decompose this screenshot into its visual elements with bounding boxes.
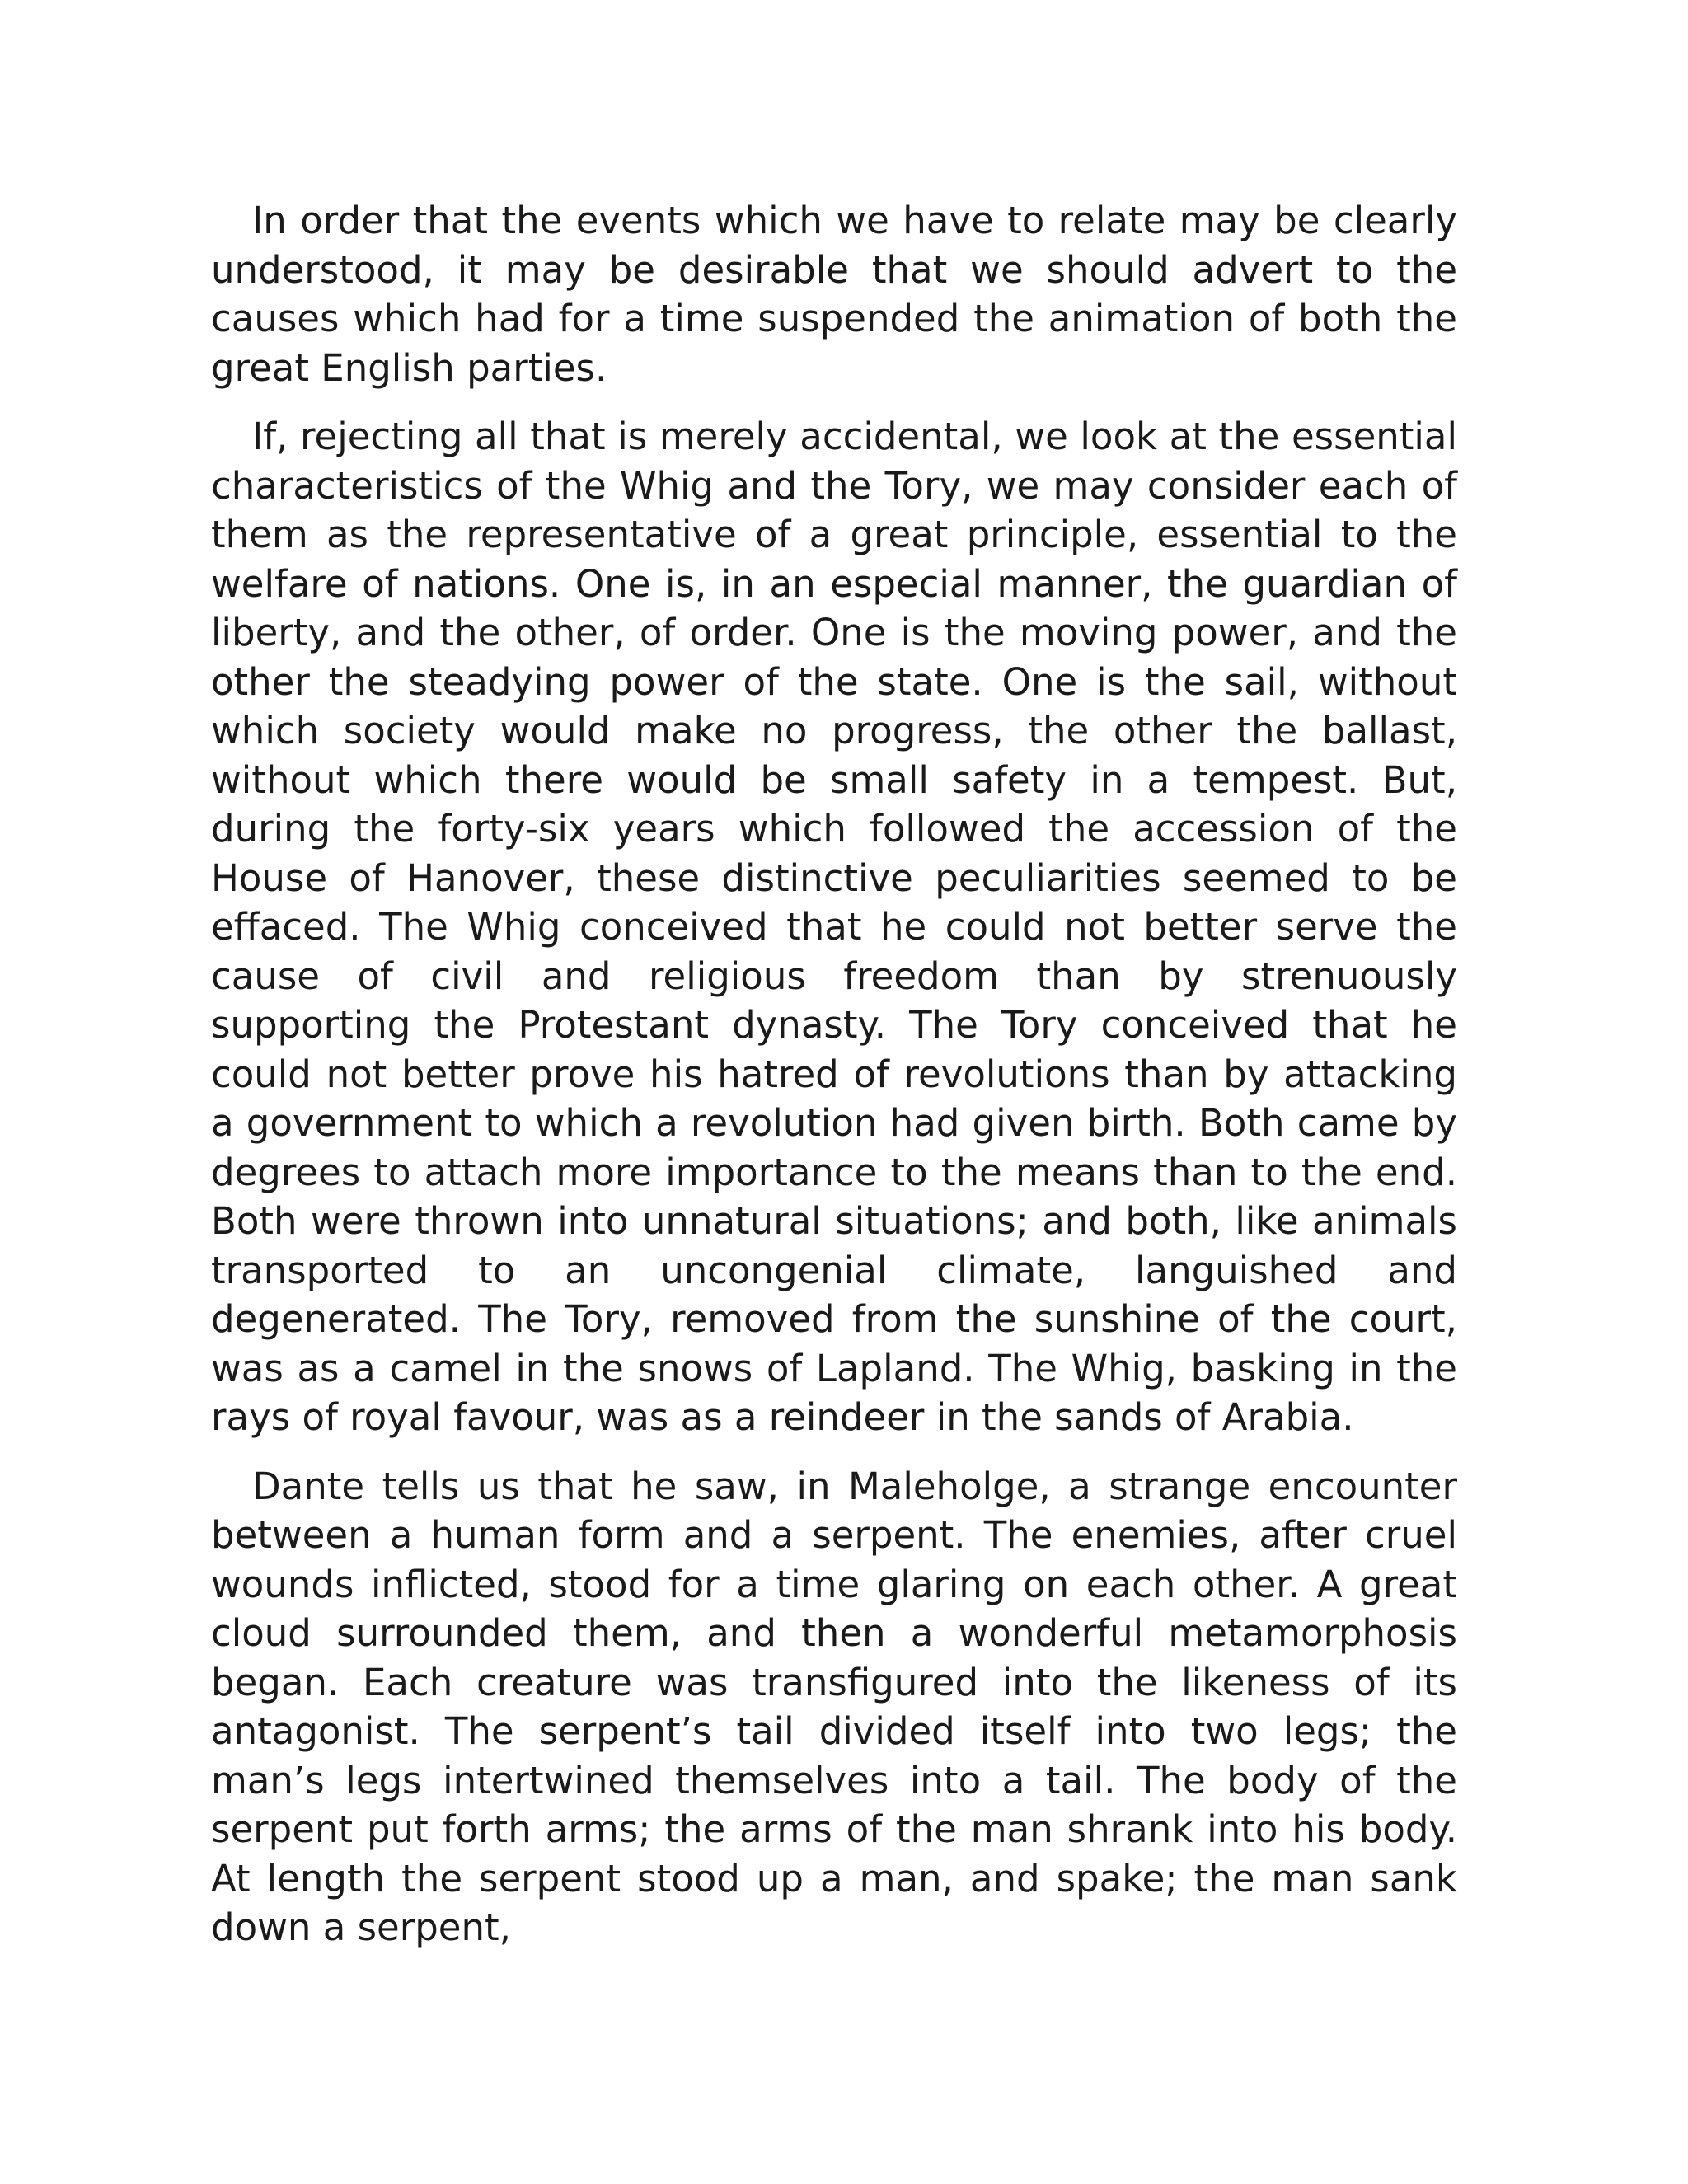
body-text (211, 196, 1457, 1972)
paragraph-1: In order that the events which we have to relate may be clearly understood, it may be desirable that we should advert to the causes which had for a time suspended the animation of both the great English parties. (211, 199, 1457, 390)
paragraph-3: Dante tells us that he saw, in Maleholge, a strange encounter between a human form and a serpent. The enemies, after cruel wounds inflicted, stood for a time glaring on each other. A great cloud surrounded them, and then a wonderful metamorphosis began. Each creature was transfigured into the likeness of its antagonist. The serpent’s tail divided itself into two legs; the man’s legs intertwined themselves into a tail. The body of the serpent put forth arms; the arms of the man shrank into his body. At length the serpent stood up a man, and spake; the man sank down a serpent, (211, 1464, 1457, 1949)
paragraph-2: If, rejecting all that is merely accidental, we look at the essential characteristics of the Whig and the Tory, we may consider each of them as the representative of a great principle, essential to the welfare of nations. One is, in an especial manner, the guardian of liberty, and the other, of order. One is the moving power, and the other the steadying power of the state. One is the sail, without which society would make no progress, the other the ballast, without which there would be small safety in a tempest. But, during the forty-six years which followed the accession of the House of Hanover, these distinctive peculiarities seemed to be effaced. The Whig conceived that he could not better serve the cause of civil and religious freedom than by strenuously supporting the Protestant dynasty. The Tory conceived that he could not better prove his hatred of revolutions than by attacking a government to which a revolution had given birth. Both came by degrees to attach more importance to the means than to the end. Both were thrown into unnatural situations; and both, like animals transported to an uncongenial climate, languished and degenerated. The Tory, removed from the sunshine of the court, was as a camel in the snows of Lapland. The Whig, basking in the rays of royal favour, was as a reindeer in the sands of Arabia. (211, 415, 1457, 1439)
